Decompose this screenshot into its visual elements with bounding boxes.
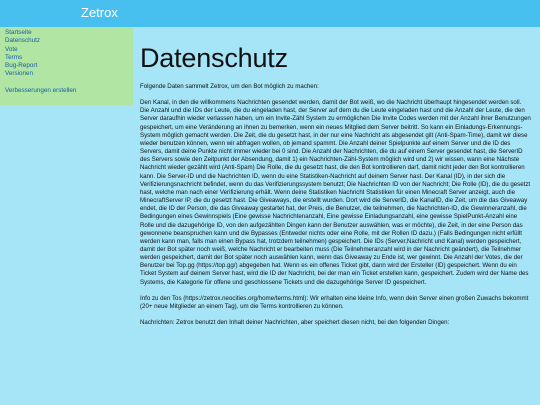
sidebar xyxy=(0,27,133,105)
messages-info: Nachrichten: Zetrox benutzt den Inhalt deiner Nachrichten, aber speichert diesen nicht, bei den folgenden Dingen: xyxy=(140,319,450,327)
sidebar-item-versionen[interactable]: Versionen xyxy=(5,70,34,78)
collected-data-details: Den Kanal, in den die willkommens Nachrichten gesendet werden, damit der Bot weiß, wo die Nachricht überhaupt hingesendet werden soll. Die Anzahl und die IDs der Leute, die du eingeladen hast, der Server auf dem du die Leute eingeladen hast und die Anzahl der Leute, die den Server daraufhin wieder verlassen haben, um ein Invite-Zähl System zu ermöglichen Die Invite Codes werden mit der Anzahl ihrer Benutzungen gespeichert, um eine Veränderung an ihnen zu bemerken, wenn ein neues Mitglied dem Server beitritt. So kann ein Einladungs-Erkennungs-System möglich gemacht werden. Die Zeit, die du gesetzt hast, in der nur eine Nachricht als abgesendet gilt (Anti-Spam-Time), damit wir diese wieder benutzen können, wenn wir abfragen wollen, ob jemand spammt. Die Anzahl deiner Spielpunkte auf einem Server und die ID des Servers, damit deine Punkte nicht immer wieder bei 0 sind. Die Anzahl der Nachrichten, die du auf einem Server gesendet hast, die ServerID des Servers sowie den Zeitpunkt der Absendung, damit 1) ein Nachrichten-Zähl-System möglich wird und 2) wir wissen, wann eine Nächste Nachricht wieder gezählt wird (Anti-Spam) Die Rolle, die du gesetzt hast, die den Bot kontrollieren darf, damit nicht jeder den Bot kontrollieren kann. Die Server-ID und die Nachrichten ID, wenn du eine Statistiken-Nachricht auf deinem Server hast. Der Kanal (ID), in der sich die Verifizierungsnachricht befindet, wenn du das Verifizierungssystem benutzt; Die Nachrichten ID von der Nachricht; Die Rolle (ID), die du gesetzt hast, welche man nach einer Verifizierung erhält. Wenn deine Statistiken Nachricht Statistiken für einen Minecraft Server anzeigt, auch die MinecraftServer IP, die du gesetzt hast. Die Giveaways, die erstellt wurden. Dort wird die ServerID, die KanalID, die Zeit, um die das Giveaway endet, die ID der Person, die das Giveaway gestartet hat, der Preis, die Benutzer, die teilnehmen, die Nachrichten-ID, die Gewinneranzahl, die Bedingungen eines Gewinnspiels (Eine gewisse Nachrichtenanzahl, Eine gewisse Einladungsanzahl, eine gewisse SpielPunkt-Anzahl eine Rolle und die dazugehörige ID, von den aufgezählten Dingen kann der Benutzer auswählen, was er möchte), die Zeit, in der eine Person das gewonnene beanspruchen kann und die Bypasses (Entweder nichts oder eine Rolle, mit der Rollen ID dazu.) (Falls Bedingungen nicht erfüllt werden kann man, falls man einen Bypass hat, trotzdem teilnehmen) gespeichert. Die IDs (Server,Nachricht und Kanal) werden gespeichert, damit der Bot später noch weiß, welche Nachricht er bearbeiten muss (Die Teilnehmeranzahl wird in der Nachricht geändert), die Teilnehmer werden gespeichert, damit der Bot später noch auswählen kann, wenn das Giveaway zu Ende ist, wer gewinnt. Die Anzahl der Votes, die der Benutzer bei Top.gg (https://top.gg/) abgegeben hat. Wenn es ein offenes Ticket gibt, dann wird der Ersteller (ID) gespeichert. Wenn du ein Ticket System auf deinem Server hast, wird die ID der Nachricht, bei der man ein Ticket erstellen kann, gespeichert. Zudem wird der Name des Systems, die Kategorie für offene und geschlossene Tickets und die dazugehörige Server ID gespeichert. xyxy=(140,99,531,286)
sidebar-item-bug-report[interactable]: Bug-Report xyxy=(5,62,38,70)
top-bar xyxy=(0,0,540,27)
intro-text: Folgende Daten sammelt Zetrox, um den Bot möglich zu machen: xyxy=(140,83,319,90)
sidebar-item-startseite[interactable]: Startseite xyxy=(5,29,32,36)
tos-info: Info zu den Tos (https://zetrox.neocities.org/home/terms.html): Wir erhalten eine kleine Info, wenn dein Server einen großen Zuwachs bekommt (20+ neue Mitglieder an einem Tag), um die Terms kontrollieren zu können. xyxy=(140,294,529,310)
sidebar-nav-list xyxy=(0,27,133,95)
sidebar-item-terms[interactable]: Terms xyxy=(5,53,23,61)
site-brand[interactable]: Zetrox xyxy=(81,5,118,20)
sidebar-item-verbesserungen[interactable]: Verbesserungen erstellen xyxy=(5,86,77,94)
sidebar-item-vote[interactable]: Vote xyxy=(5,45,18,53)
sidebar-spacer xyxy=(0,79,133,87)
main-content xyxy=(140,27,532,405)
sidebar-item-datenschutz[interactable]: Datenschutz xyxy=(5,37,41,45)
page-title: Datenschutz xyxy=(140,43,288,73)
